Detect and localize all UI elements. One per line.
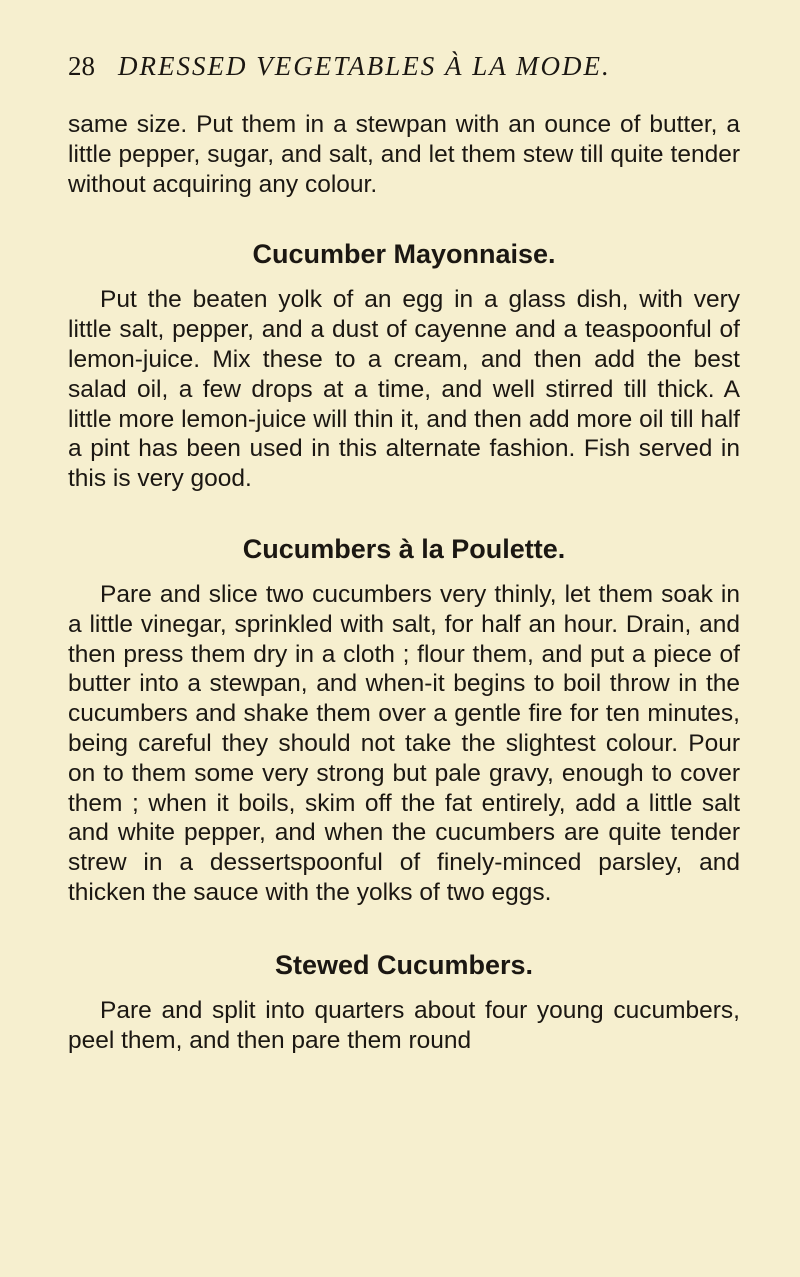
section-text-cucumber-mayonnaise: Put the beaten yolk of an egg in a glass dish, with very little salt, pepper, and a dust of cayenne and a teaspoonful of lemon-juice. Mix these to a cream, and then add the best salad oil, a few drops at a time, and well stirred till thick. A little more lemon-juice will thin it, and then add more oil till half a pint has been used in this alternate fashion. Fish served in this is very good. (68, 286, 740, 493)
body-text (68, 110, 740, 1055)
section-heading-cucumber-mayonnaise: Cucumber Mayonnaise. (252, 239, 556, 270)
intro-paragraph: same size. Put them in a stewpan with an ounce of butter, a little pepper, sugar, and salt, and let them stew till quite tender without acquiring any colour. (68, 111, 740, 198)
section-heading-stewed-cucumbers: Stewed Cucumbers. (274, 949, 534, 980)
section-heading-cucumbers-a-la-poulette: Cucumbers à la Poulette. (242, 533, 566, 564)
section-text-cucumbers-a-la-poulette: Pare and slice two cucumbers very thinly, let them soak in a little vinegar, sprinkled with salt, for half an hour. Drain, and then press them dry in a cloth ; flour them, and put a piece of butter into a stewpan, and when-it begins to boil throw in the cucumbers and shake them over a gentle fire for ten minutes, being careful they should not take the slightest colour. Pour on to them some very strong but pale gravy, enough to cover them ; when it boils, skim off the fat entirely, add a little salt and white pepper, and when the cucumbers are quite tender strew in a dessertspoonful of finely-minced parsley, and thicken the sauce with the yolks of two eggs. (68, 580, 740, 906)
running-head (68, 46, 748, 86)
section-text-stewed-cucumbers: Pare and split into quarters about four young cucumbers, peel them, and then pare them round (68, 996, 740, 1054)
running-title: DRESSED VEGETABLES À LA MODE. (118, 51, 611, 81)
page-number: 28 (68, 51, 95, 81)
